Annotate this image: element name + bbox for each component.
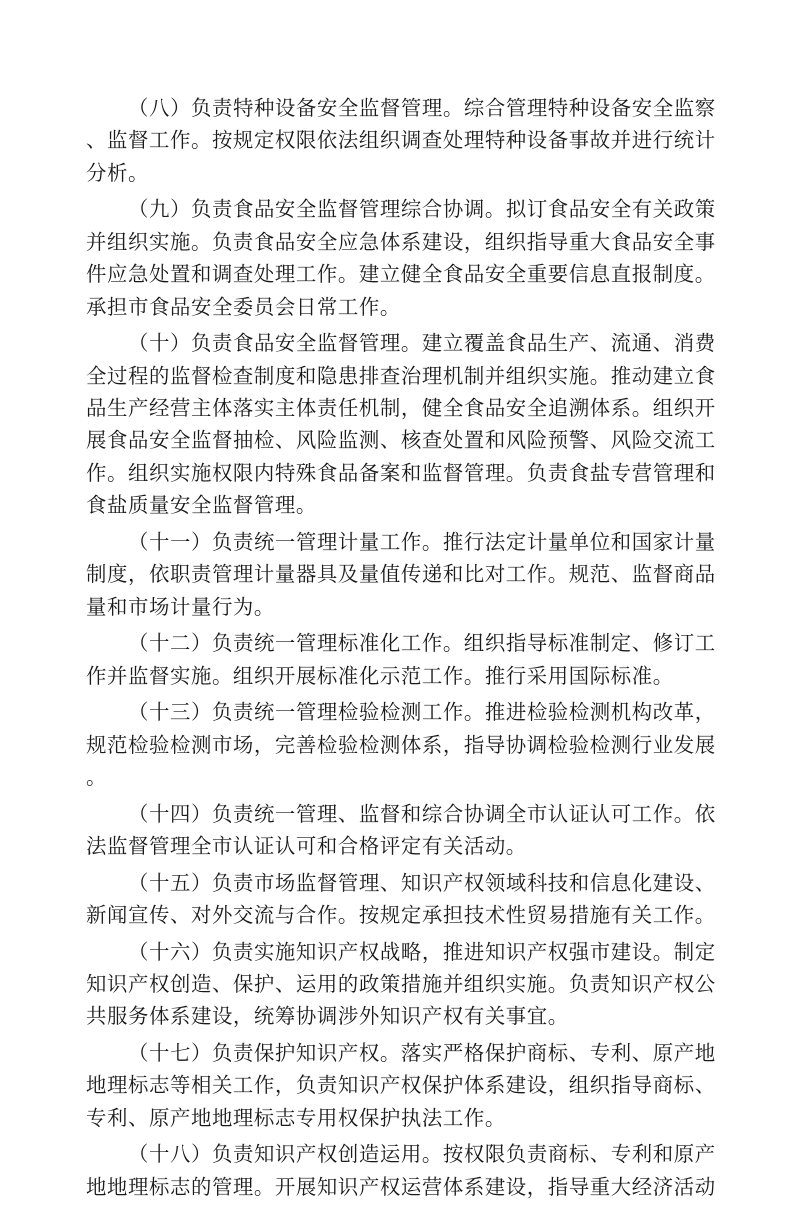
text-line: 新闻宣传、对外交流与合作。按规定承担技术性贸易措施有关工作。	[86, 903, 716, 928]
text-line: （十）负责食品安全监督管理。建立覆盖食品生产、流通、消费	[128, 331, 716, 356]
text-line: （十三）负责统一管理检验检测工作。推进检验检测机构改革，	[128, 700, 716, 725]
text-line: 法监督管理全市认证认可和合格评定有关活动。	[86, 834, 527, 859]
text-line: 食盐质量安全监督管理。	[86, 493, 317, 518]
paragraph-8	[86, 92, 718, 189]
text-line: 专利、原产地地理标志专用权保护执法工作。	[86, 1105, 506, 1130]
text-line: 品生产经营主体落实主体责任机制，健全食品安全追溯体系。组织开	[86, 396, 716, 421]
paragraph-9	[86, 193, 718, 323]
text-line: 、监督工作。按规定权限依法组织调查处理特种设备事故并进行统计	[86, 128, 716, 153]
paragraph-16	[86, 936, 718, 1033]
document-body	[86, 92, 718, 1207]
text-line: 制度，依职责管理计量器具及量值传递和比对工作。规范、监督商品	[86, 562, 716, 587]
paragraph-15	[86, 867, 718, 932]
text-line: 并组织实施。负责食品安全应急体系建设，组织指导重大食品安全事	[86, 229, 716, 254]
paragraph-14	[86, 798, 718, 863]
text-line: （十二）负责统一管理标准化工作。组织指导标准制定、修订工	[128, 631, 716, 656]
text-line: 全过程的监督检查制度和隐患排查治理机制并组织实施。推动建立食	[86, 363, 716, 388]
text-line: 作。组织实施权限内特殊食品备案和监督管理。负责食盐专营管理和	[86, 460, 716, 485]
text-line: 作并监督实施。组织开展标准化示范工作。推行采用国际标准。	[86, 663, 674, 688]
paragraph-11	[86, 526, 718, 623]
text-line: （十六）负责实施知识产权战略，推进知识产权强市建设。制定	[128, 939, 716, 964]
paragraph-12	[86, 627, 718, 692]
text-line: 。	[86, 765, 107, 790]
text-line: （九）负责食品安全监督管理综合协调。拟订食品安全有关政策	[128, 197, 716, 222]
text-line: 知识产权创造、保护、运用的政策措施并组织实施。负责知识产权公	[86, 972, 716, 997]
text-line: 地地理标志的管理。开展知识产权运营体系建设，指导重大经济活动	[86, 1174, 716, 1199]
text-line: （十四）负责统一管理、监督和综合协调全市认证认可工作。依	[128, 801, 716, 826]
text-line: （十五）负责市场监督管理、知识产权领域科技和信息化建设、	[128, 870, 716, 895]
text-line: （十七）负责保护知识产权。落实严格保护商标、专利、原产地	[128, 1041, 716, 1066]
paragraph-13	[86, 696, 718, 793]
paragraph-17	[86, 1037, 718, 1134]
text-line: 地理标志等相关工作，负责知识产权保护体系建设，组织指导商标、	[86, 1073, 716, 1098]
text-line: 规范检验检测市场，完善检验检测体系，指导协调检验检测行业发展	[86, 732, 716, 757]
text-line: 展食品安全监督抽检、风险监测、核查处置和风险预警、风险交流工	[86, 428, 716, 453]
text-line: 分析。	[86, 160, 149, 185]
text-line: 量和市场计量行为。	[86, 594, 275, 619]
text-line: 共服务体系建设，统筹协调涉外知识产权有关事宜。	[86, 1004, 569, 1029]
text-line: 承担市食品安全委员会日常工作。	[86, 294, 401, 319]
paragraph-10	[86, 327, 718, 521]
text-line: （十八）负责知识产权创造运用。按权限负责商标、专利和原产	[128, 1142, 716, 1167]
text-line: 件应急处置和调查处理工作。建立健全食品安全重要信息直报制度。	[86, 262, 716, 287]
text-line: （八）负责特种设备安全监督管理。综合管理特种设备安全监察	[128, 96, 716, 120]
text-line: （十一）负责统一管理计量工作。推行法定计量单位和国家计量	[128, 529, 716, 554]
paragraph-18	[86, 1138, 718, 1203]
